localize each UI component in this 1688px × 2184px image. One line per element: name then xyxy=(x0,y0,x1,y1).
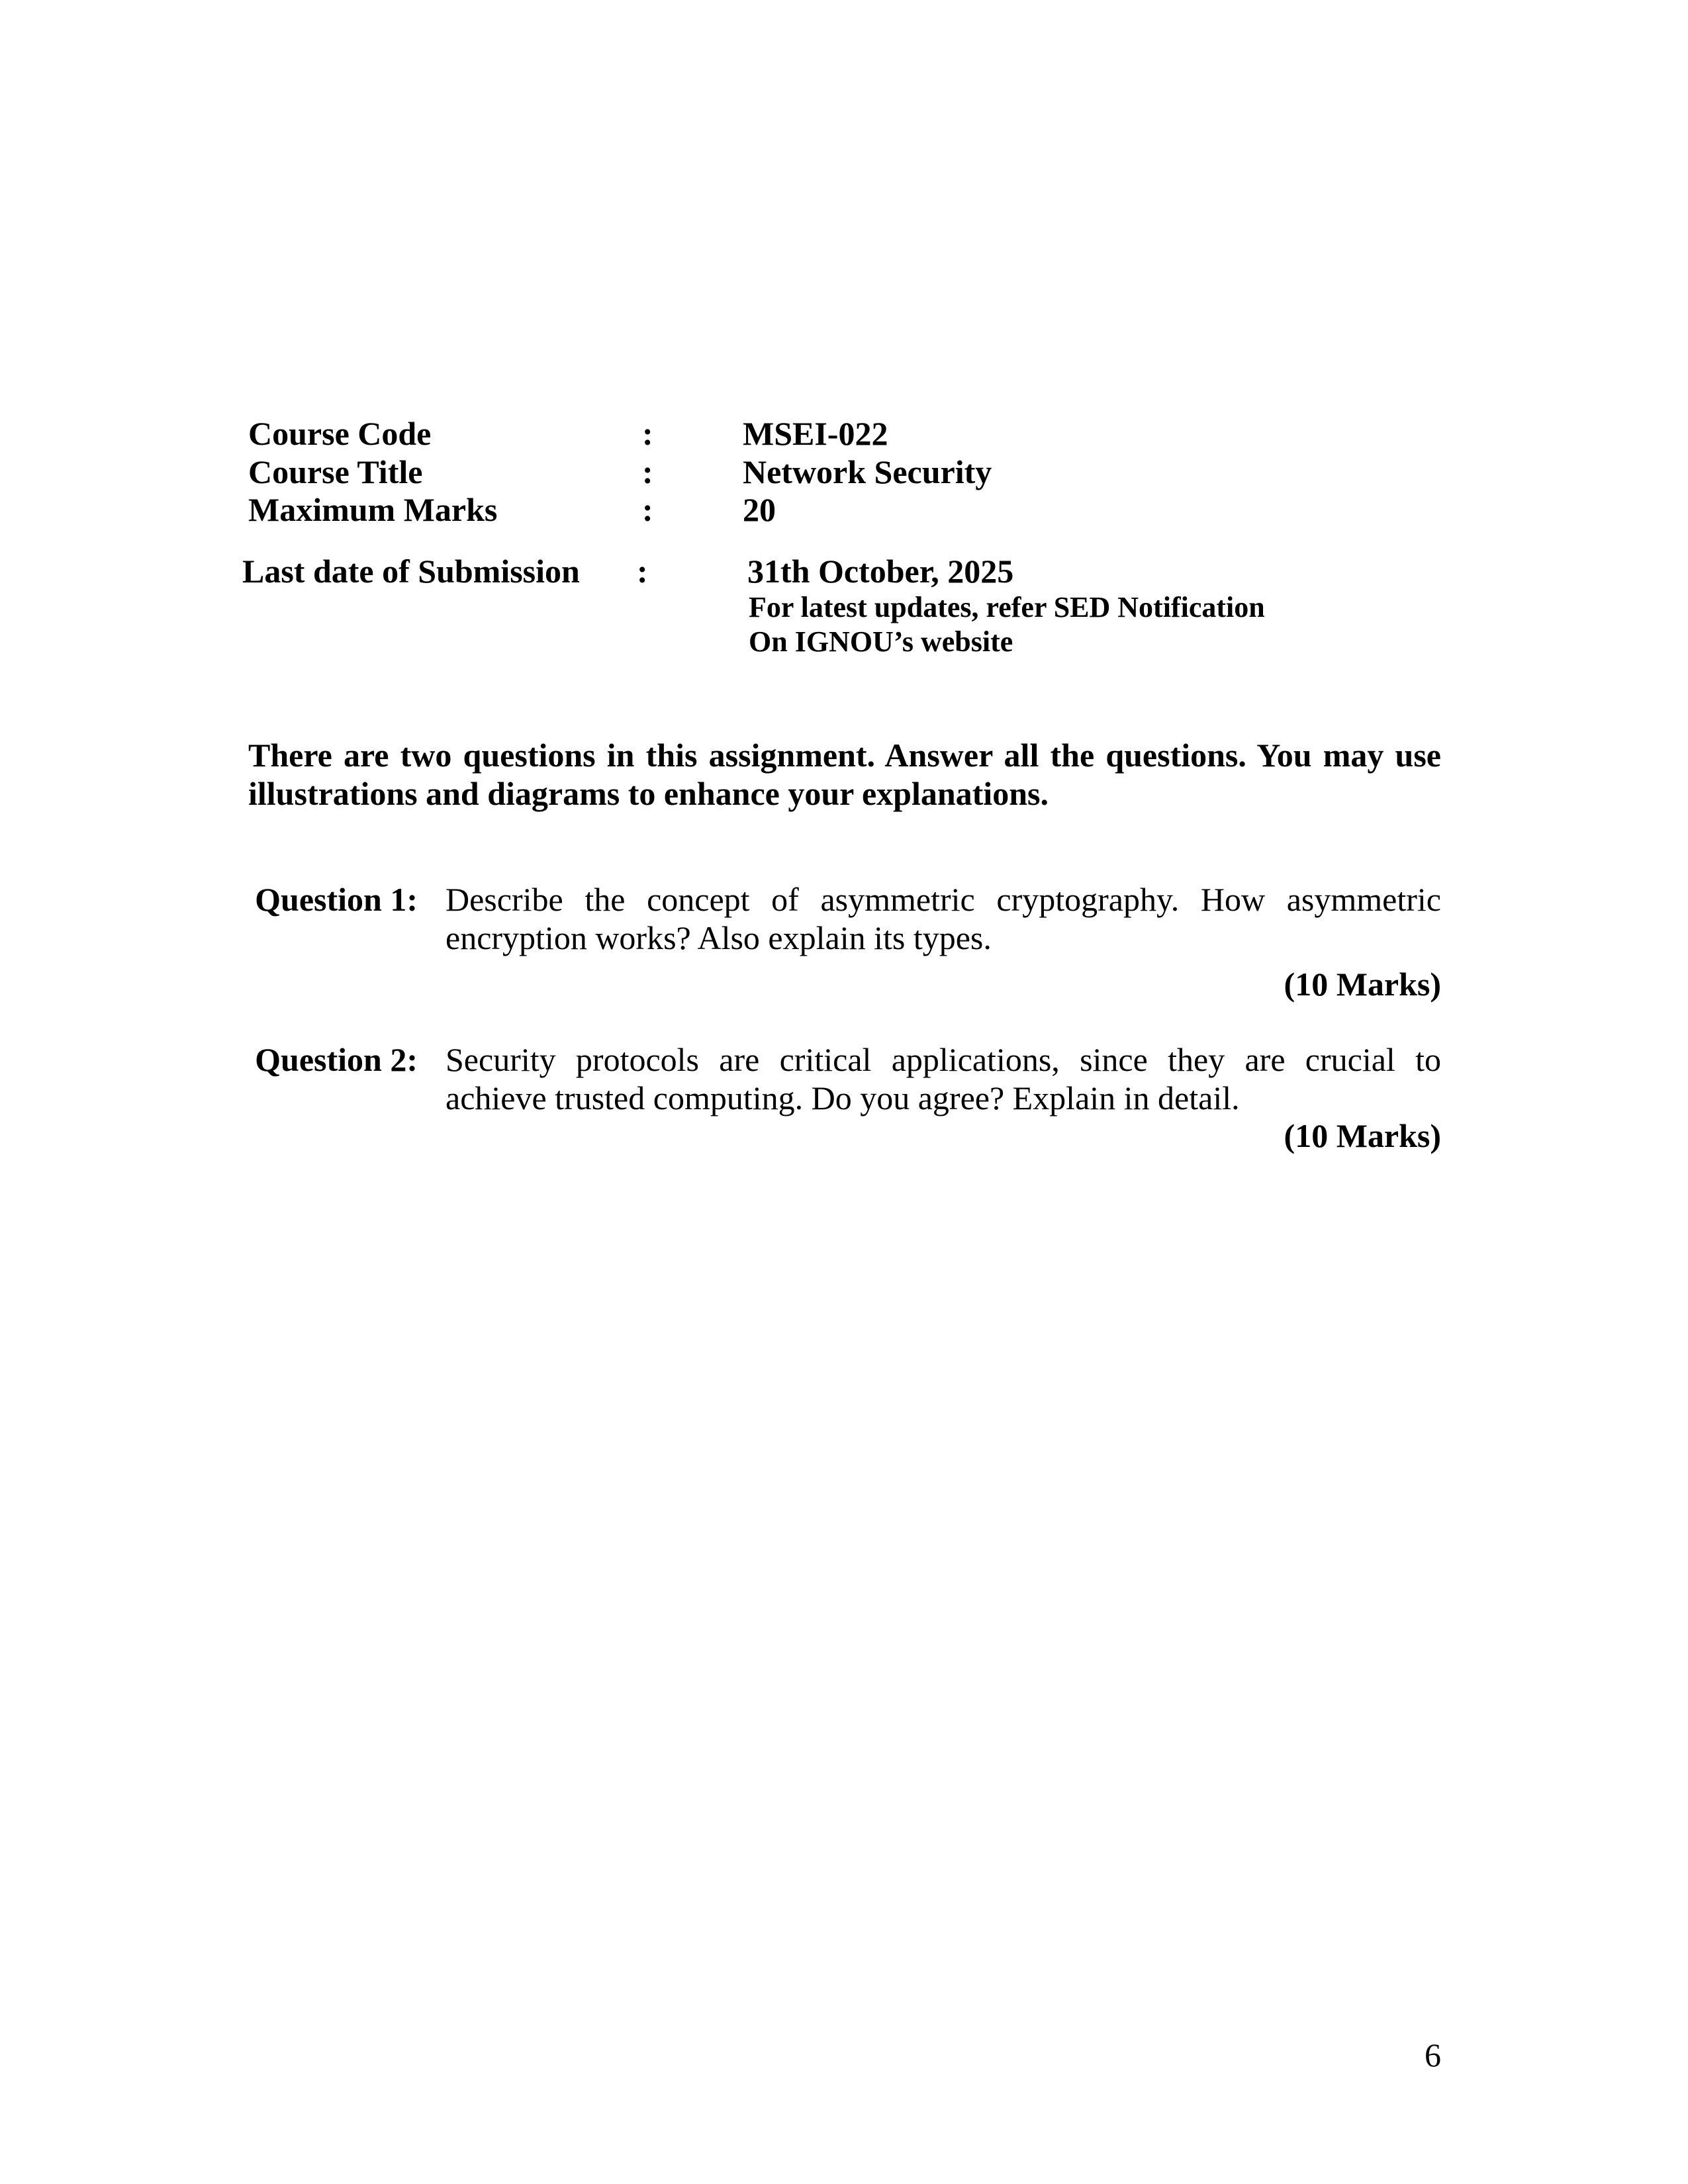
submission-label: Last date of Submission xyxy=(242,553,580,590)
course-code-label: Course Code xyxy=(248,415,432,452)
question-2-text: Security protocols are critical applications, since they are crucial to achieve trusted computing. Do you agree? Explain in detail. xyxy=(445,1041,1441,1116)
assignment-instructions: There are two questions in this assignment. Answer all the questions. You may use illustrations and diagrams to enhance your explanations. xyxy=(248,737,1441,812)
submission-note-line2: On IGNOU’s website xyxy=(749,625,1013,658)
max-marks-label: Maximum Marks xyxy=(248,491,498,528)
question-1-label: Question 1: xyxy=(255,881,418,918)
submission-sep: : xyxy=(637,553,648,590)
page-number: 6 xyxy=(1425,2036,1441,2073)
question-2-marks: (10 Marks) xyxy=(1284,1117,1441,1154)
course-code-value: MSEI-022 xyxy=(743,415,888,452)
course-title-sep: : xyxy=(642,453,653,490)
submission-date: 31th October, 2025 xyxy=(747,553,1014,590)
question-1-marks: (10 Marks) xyxy=(1284,966,1441,1003)
submission-note-line1: For latest updates, refer SED Notification xyxy=(749,591,1265,623)
course-code-sep: : xyxy=(642,415,653,452)
course-title-label: Course Title xyxy=(248,453,423,490)
question-1-text: Describe the concept of asymmetric cryptography. How asymmetric encryption works? Also explain its types. xyxy=(445,881,1441,956)
max-marks-value: 20 xyxy=(743,491,776,528)
question-2-label: Question 2: xyxy=(255,1041,418,1078)
max-marks-sep: : xyxy=(642,491,653,528)
course-title-value: Network Security xyxy=(743,453,992,490)
